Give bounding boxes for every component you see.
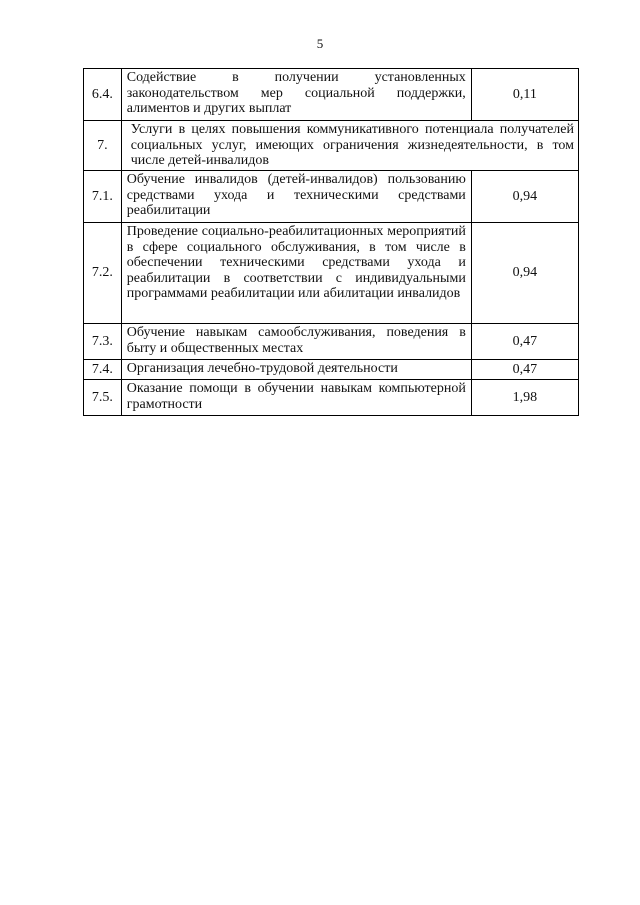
section-description: Услуги в целях повышения коммуникативного потенциала получателей социальных услуг, имеющих ограничения жизнедеятельности, в том числе детей-инвалидов	[121, 121, 578, 171]
service-value: 0,94	[471, 223, 578, 324]
service-description: Обучение навыкам самообслуживания, поведения в быту и общественных местах	[121, 324, 471, 360]
table-row	[84, 380, 579, 416]
table-row	[84, 360, 579, 380]
table-row	[84, 171, 579, 223]
page-number: 5	[316, 36, 324, 51]
service-description: Содействие в получении установленных законодательством мер социальной поддержки, алиментов и других выплат	[121, 69, 471, 121]
row-number: 7.2.	[84, 223, 122, 324]
service-description: Проведение социально-реабилитационных мероприятий в сфере социального обслуживания, в том числе в обеспечении техническими средствами ухода и реабилитации в соответствии с индивидуальными программами реабилитации или абилитации инвалидов	[121, 223, 471, 324]
service-value: 0,11	[471, 69, 578, 121]
table-row	[84, 69, 579, 121]
service-description: Обучение инвалидов (детей-инвалидов) пользованию средствами ухода и техническими средствами реабилитации	[121, 171, 471, 223]
row-number: 7.3.	[84, 324, 122, 360]
table-row	[84, 223, 579, 324]
service-value: 1,98	[471, 380, 578, 416]
row-number: 7.	[84, 121, 122, 171]
row-number: 7.5.	[84, 380, 122, 416]
service-description: Оказание помощи в обучении навыкам компьютерной грамотности	[121, 380, 471, 416]
row-number: 6.4.	[84, 69, 122, 121]
service-description: Организация лечебно-трудовой деятельности	[121, 360, 471, 380]
service-value: 0,94	[471, 171, 578, 223]
service-value: 0,47	[471, 324, 578, 360]
table-row	[84, 121, 579, 171]
service-value: 0,47	[471, 360, 578, 380]
services-table	[83, 68, 579, 416]
row-number: 7.1.	[84, 171, 122, 223]
row-number: 7.4.	[84, 360, 122, 380]
table-row	[84, 324, 579, 360]
